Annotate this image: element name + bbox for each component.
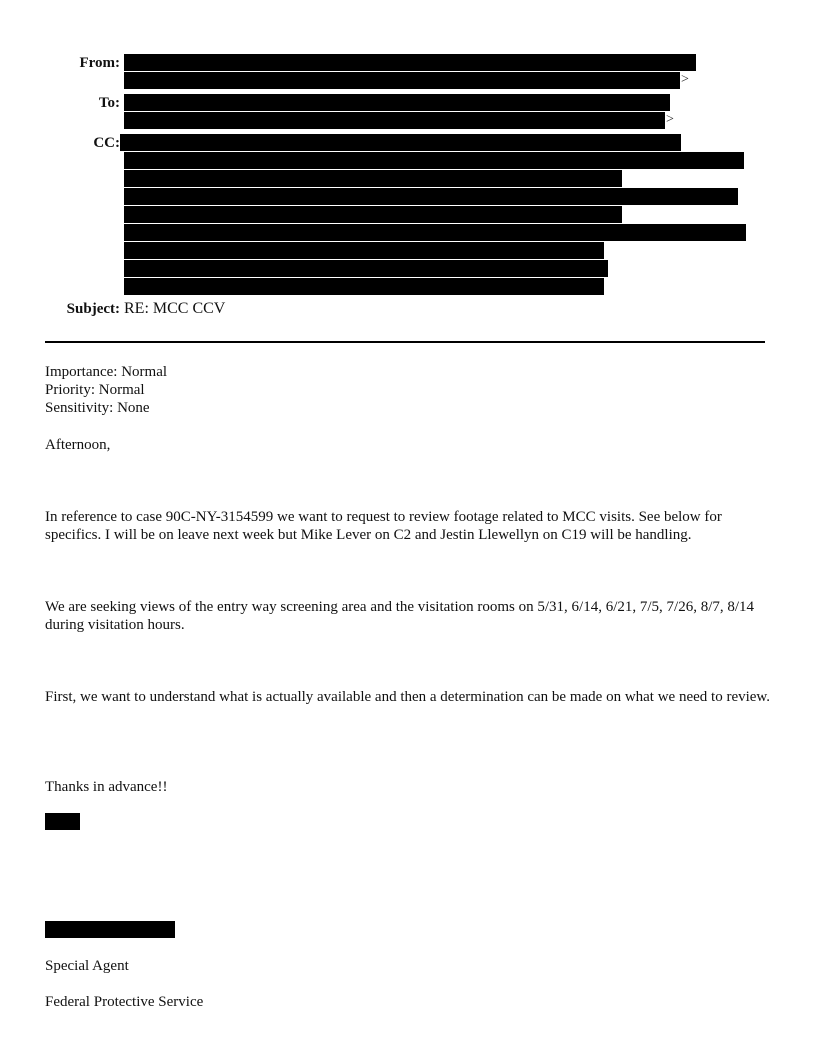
signature-org: Federal Protective Service (45, 994, 204, 1010)
from-redaction-1 (124, 54, 696, 71)
greeting: Afternoon, (45, 437, 111, 453)
thanks-line: Thanks in advance!! (45, 779, 168, 795)
subject-label: Subject: (66, 301, 120, 317)
cc-redaction-1 (120, 134, 681, 151)
to-suffix: > (666, 112, 674, 127)
subject-value: RE: MCC CCV (124, 300, 226, 317)
from-suffix: > (681, 72, 689, 87)
cc-redaction-8 (124, 260, 608, 277)
header-divider (45, 341, 765, 343)
cc-redaction-5 (124, 206, 622, 223)
from-label: From: (79, 55, 120, 71)
cc-redaction-2 (124, 152, 744, 169)
cc-redaction-3 (124, 170, 622, 187)
sensitivity-line: Sensitivity: None (45, 400, 150, 416)
signature-name-redaction (45, 921, 175, 938)
to-label: To: (98, 95, 120, 111)
importance-line: Importance: Normal (45, 364, 168, 380)
sender-short-redaction (45, 813, 80, 830)
cc-redaction-9 (124, 278, 604, 295)
body-paragraph-2: We are seeking views of the entry way screening area and the visitation rooms on 5/31, 6/14, 6/21, 7/5, 7/26, 8/7, 8/14 during visitation hours. (45, 599, 755, 633)
cc-redaction-7 (124, 242, 604, 259)
cc-redaction-6 (124, 224, 746, 241)
from-redaction-2 (124, 72, 680, 89)
signature-title: Special Agent (45, 958, 129, 974)
priority-line: Priority: Normal (45, 382, 145, 398)
cc-redaction-4 (124, 188, 738, 205)
to-redaction-1 (124, 94, 670, 111)
to-redaction-2 (124, 112, 665, 129)
cc-label: CC: (93, 135, 120, 151)
body-paragraph-3: First, we want to understand what is actually available and then a determination can be made on what we need to review. (45, 689, 771, 705)
body-paragraph-1: In reference to case 90C-NY-3154599 we want to request to review footage related to MCC visits. See below for specifics. I will be on leave next week but Mike Lever on C2 and Jestin Llewellyn on C19 will be handling. (45, 509, 722, 543)
